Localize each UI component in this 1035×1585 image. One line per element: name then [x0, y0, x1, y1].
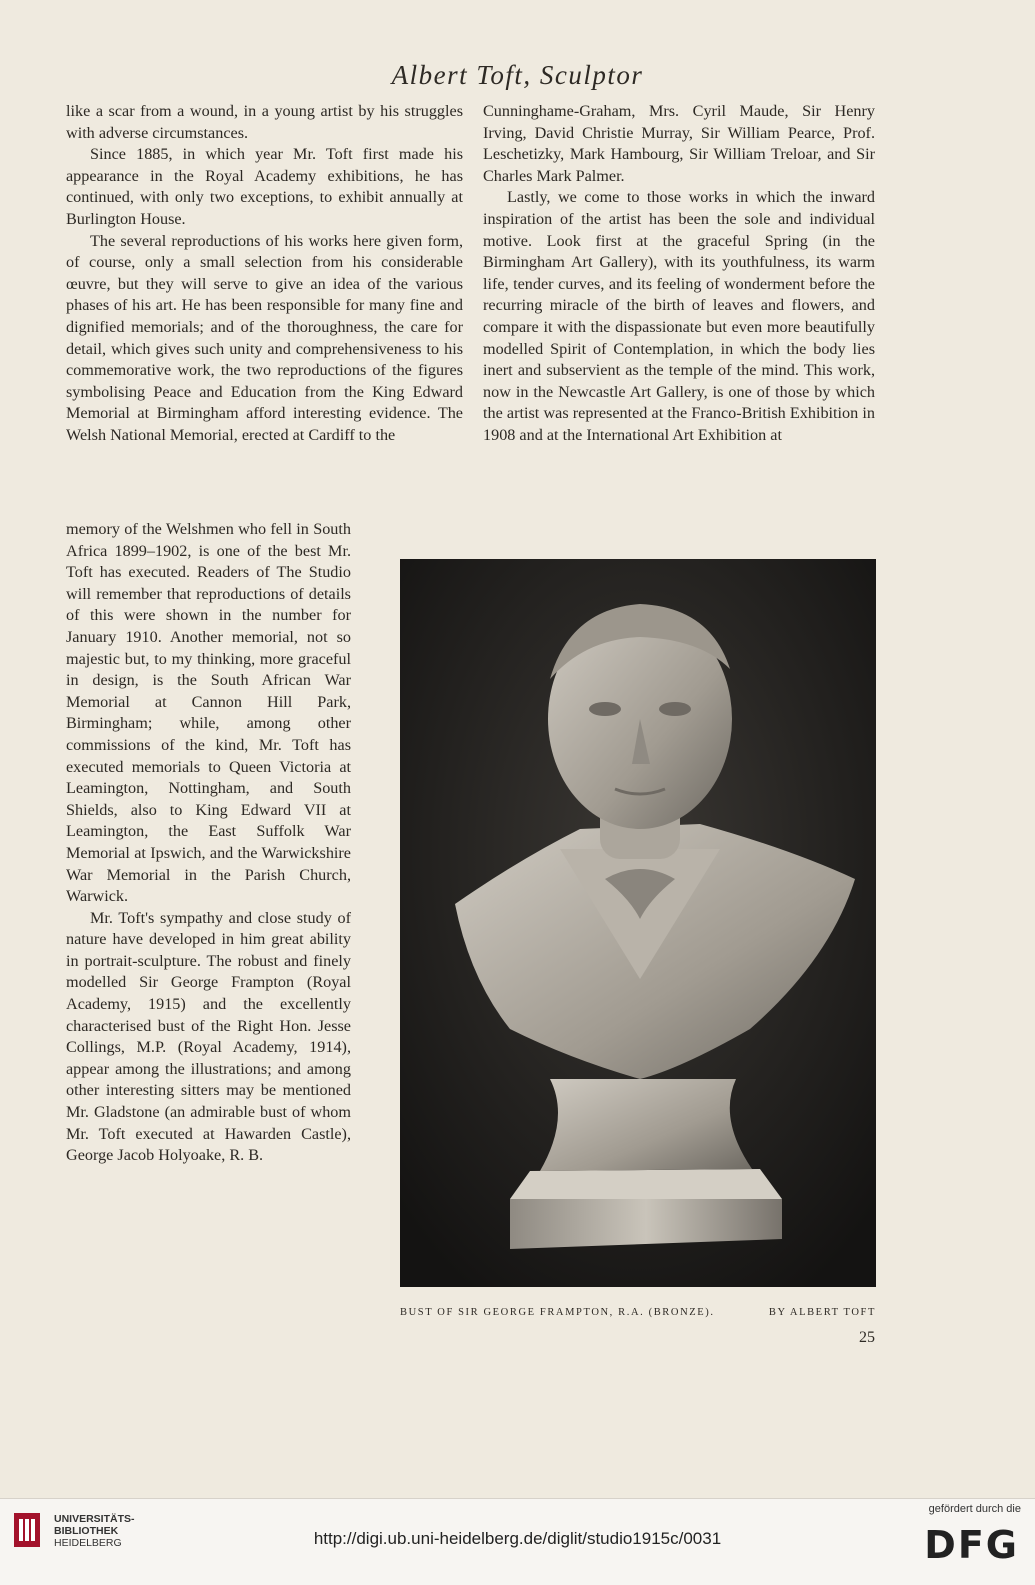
dfg-logo-icon: DFG [924, 1523, 1019, 1567]
left-column-narrow [66, 519, 351, 1167]
paragraph: Since 1885, in which year Mr. Toft first made his appearance in the Royal Academy exhibitions, he has continued, with only two exceptions, to exhibit annually at Burlington House. [66, 145, 463, 228]
pedestal [540, 1079, 752, 1171]
paragraph: like a scar from a wound, in a young artist by his struggles with adverse circumstances. [66, 102, 463, 142]
paragraph: The several reproductions of his works here given form, of course, only a small selection from his considerable œuvre, but they will serve to give an idea of the various phases of his art. He has been responsible for many fine and dignified memorials; and of the thoroughness, the care for detail, which gives such unity and comprehensiveness to his commemorative work, the two reproductions of the figures symbolising Peace and Education from the King Edward Memorial at Birmingham afford interesting evidence. The Welsh National Memorial, erected at Cardiff to the [66, 231, 463, 444]
caption-credit: BY ALBERT TOFT [768, 1307, 876, 1318]
paragraph: memory of the Welshmen who fell in South Africa 1899–1902, is one of the best Mr. Toft has executed. Readers of The Studio will remember that reproductions of details of this were shown in the number for January 1910. Another memorial, not so majestic but, to my thinking, more graceful in design, is the South African War Memorial at Cannon Hill Park, Birmingham; while, among other commissions of the kind, Mr. Toft has executed memorials to Queen Victoria at Leamington, Nottingham, and South Shields, also to King Edward VII at Leamington, the East Suffolk War Memorial at Ipswich, and the Warwickshire War Memorial in the Parish Church, Warwick. [66, 520, 351, 906]
funding-note: gefördert durch die [928, 1503, 1021, 1515]
paragraph: Cunninghame-Graham, Mrs. Cyril Maude, Sir Henry Irving, David Christie Murray, Sir William Pearce, Prof. Leschetizky, Mark Hambourg, Sir William Treloar, and Sir Charles Mark Palmer. [483, 102, 875, 185]
running-title: Albert Toft, Sculptor [391, 60, 644, 90]
figure-caption [400, 1307, 876, 1318]
permalink-url[interactable]: http://digi.ub.uni-heidelberg.de/diglit/studio1915c/0031 [313, 1529, 722, 1548]
bust-photograph [400, 559, 876, 1287]
library-line: HEIDELBERG [54, 1537, 122, 1549]
left-column-top [66, 101, 463, 447]
caption-title: BUST OF SIR GEORGE FRAMPTON, R.A. (BRONZE). [400, 1307, 715, 1318]
library-line: UNIVERSITÄTS- [54, 1513, 135, 1525]
right-column-top [483, 101, 875, 447]
paragraph: Mr. Toft's sympathy and close study of nature have developed in him great ability in portrait-sculpture. The robust and finely modelled Sir George Frampton (Royal Academy, 1915) and the excellently characterised bust of the Right Hon. Jesse Collings, M.P. (Royal Academy, 1914), appear among the illustrations; and among other interesting sitters may be mentioned Mr. Gladstone (an admirable bust of whom Mr. Toft executed at Hawarden Castle), George Jacob Holyoake, R. B. [66, 908, 351, 1165]
viewer-footer [0, 1498, 1035, 1585]
library-line: BIBLIOTHEK [54, 1525, 119, 1537]
paragraph: Lastly, we come to those works in which the inward inspiration of the artist has been the sole and individual motive. Look first at the graceful Spring (in the Birmingham Art Gallery), with its youthfulness, its warm life, tender curves, and its feeling of wonderment before the recurring miracle of the birth of leaves and flowers, and compare it with the dispassionate but even more beautifully modelled Spirit of Contemplation, in which the body lies inert and subservient as the temple of the mind. This work, now in the Newcastle Art Gallery, is one of those by which the artist was represented at the Franco-British Exhibition in 1908 and at the International Art Exhibition at [483, 188, 875, 444]
bust-illustration [400, 559, 876, 1287]
page-number: 25 [859, 1329, 875, 1346]
